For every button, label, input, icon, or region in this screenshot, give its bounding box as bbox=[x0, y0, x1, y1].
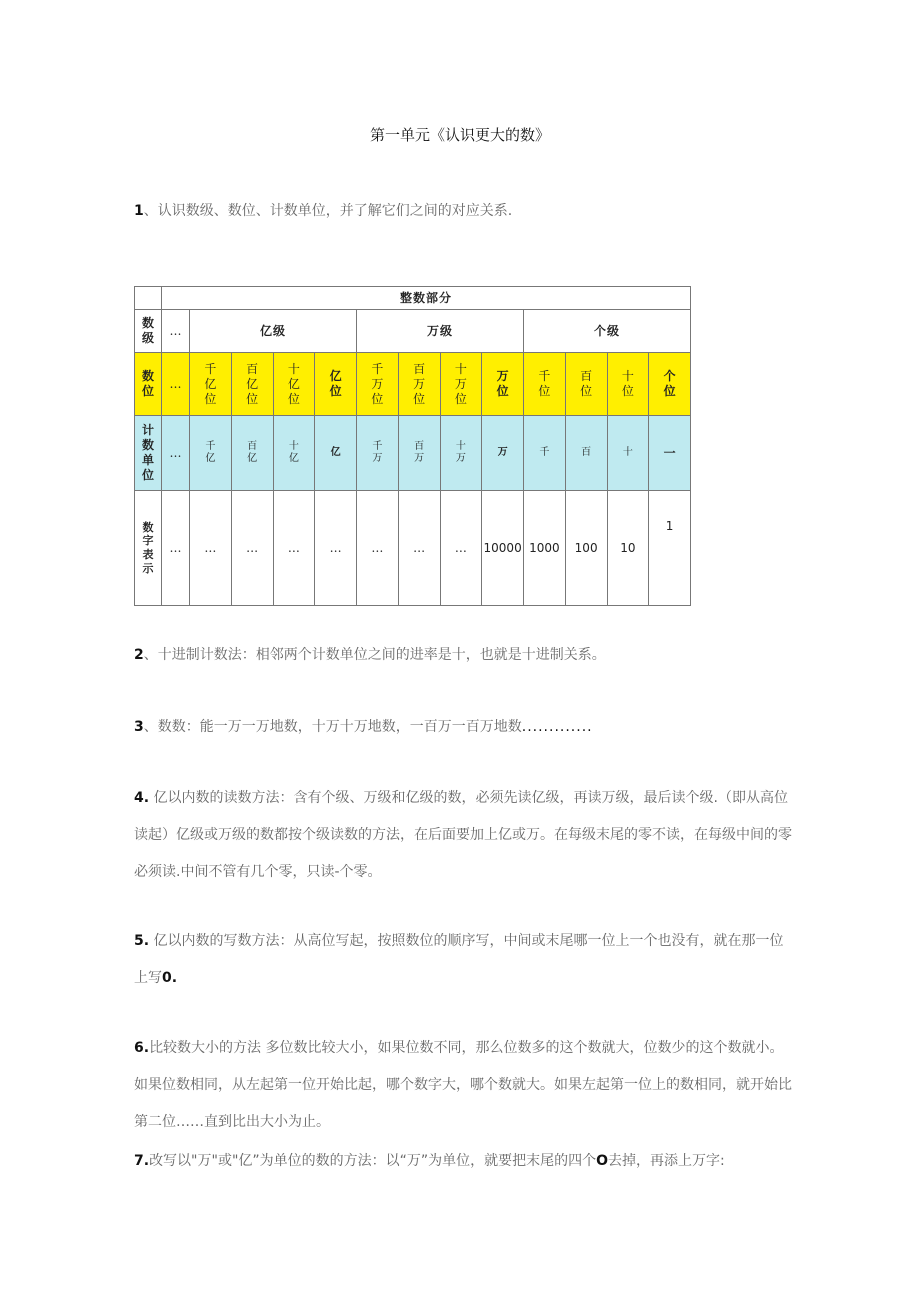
item-number: 7. bbox=[134, 1153, 150, 1169]
digit-cell: … bbox=[273, 491, 315, 606]
paragraph-1 bbox=[134, 193, 794, 230]
unit-cell: 百亿 bbox=[231, 416, 273, 491]
digit-cell: … bbox=[190, 491, 232, 606]
digit-cell: 10 bbox=[607, 491, 649, 606]
item-text: 亿以内数的写数方法：从高位写起，按照数位的顺序写，中间或末尾哪一位上一个也没有，就在那一位上写 bbox=[134, 933, 784, 986]
row-label-unit: 计数单位 bbox=[135, 416, 162, 491]
page-title: 第一单元《认识更大的数》 bbox=[369, 126, 550, 144]
item-text: 、认识数级、数位、计数单位，并了解它们之间的对应关系. bbox=[143, 203, 513, 219]
unit-cell: 千万 bbox=[357, 416, 399, 491]
item-number: 5. bbox=[134, 933, 150, 949]
unit-cell: 亿 bbox=[315, 416, 357, 491]
place-cell: 十亿位 bbox=[273, 353, 315, 416]
digit-cell: … bbox=[357, 491, 399, 606]
item-number: 2 bbox=[134, 647, 144, 663]
digit-cell: 10000 bbox=[482, 491, 524, 606]
unit-ellipsis: … bbox=[162, 416, 190, 491]
row-label-digit: 数字表示 bbox=[135, 491, 162, 606]
letter-o: O bbox=[596, 1153, 609, 1169]
place-cell: 个位 bbox=[649, 353, 691, 416]
digit-ellipsis: … bbox=[162, 491, 190, 606]
zero-digit: 0. bbox=[162, 970, 178, 986]
trailing-dots: ............. bbox=[521, 719, 593, 735]
item-number: 4. bbox=[134, 790, 150, 806]
header-integer-part: 整数部分 bbox=[162, 287, 691, 310]
place-cell: 千位 bbox=[524, 353, 566, 416]
corner-cell bbox=[135, 287, 162, 310]
item-text: 、十进制计数法：相邻两个计数单位之间的进率是十，也就是十进制关系。 bbox=[143, 647, 606, 663]
digit-cell: … bbox=[440, 491, 482, 606]
paragraph-2 bbox=[134, 637, 794, 674]
unit-cell: 百万 bbox=[398, 416, 440, 491]
place-cell: 千万位 bbox=[357, 353, 399, 416]
paragraph-7 bbox=[134, 1143, 794, 1180]
paragraph-5 bbox=[134, 923, 794, 997]
unit-cell: 百 bbox=[565, 416, 607, 491]
paragraph-3 bbox=[134, 709, 794, 746]
unit-cell: 千亿 bbox=[190, 416, 232, 491]
level-ellipsis: … bbox=[162, 310, 190, 353]
place-cell: 百万位 bbox=[398, 353, 440, 416]
digit-cell: … bbox=[315, 491, 357, 606]
digit-cell: 1 bbox=[649, 491, 691, 606]
digit-cell: 1000 bbox=[524, 491, 566, 606]
item-text-end: 去掉，再添上万字: bbox=[608, 1153, 725, 1169]
place-cell: 百亿位 bbox=[231, 353, 273, 416]
item-number: 6. bbox=[134, 1040, 150, 1056]
paragraph-4 bbox=[134, 780, 794, 891]
item-text: 亿以内数的读数方法：含有个级、万级和亿级的数，必须先读亿级，再读万级，最后读个级.（即从高位读起）亿级或万级的数都按个级读数的方法，在后面要加上亿或万。在每级末尾的零不读，在每级中间的零必须读.中间不管有几个零，只读-个零。 bbox=[134, 790, 792, 880]
item-text: 比较数大小的方法 多位数比较大小，如果位数不同，那么位数多的这个数就大，位数少的这个数就小。如果位数相同，从左起第一位开始比起，哪个数字大，哪个数就大。如果左起第一位上的数相同，就开始比第二位……直到比出大小为止。 bbox=[134, 1040, 792, 1130]
place-cell: 十位 bbox=[607, 353, 649, 416]
unit-cell: 万 bbox=[482, 416, 524, 491]
place-cell: 十万位 bbox=[440, 353, 482, 416]
place-cell: 千亿位 bbox=[190, 353, 232, 416]
digit-cell: … bbox=[398, 491, 440, 606]
digit-cell: 100 bbox=[565, 491, 607, 606]
item-text: 、数数：能一万一万地数，十万十万地数，一百万一百万地数 bbox=[143, 719, 522, 735]
place-value-table bbox=[134, 286, 691, 606]
place-ellipsis: … bbox=[162, 353, 190, 416]
place-cell: 百位 bbox=[565, 353, 607, 416]
unit-cell: 十万 bbox=[440, 416, 482, 491]
place-cell: 亿位 bbox=[315, 353, 357, 416]
unit-cell: 十 bbox=[607, 416, 649, 491]
item-number: 3 bbox=[134, 719, 144, 735]
level-wan: 万级 bbox=[357, 310, 524, 353]
row-label-level: 数级 bbox=[135, 310, 162, 353]
digit-cell: … bbox=[231, 491, 273, 606]
level-yi: 亿级 bbox=[190, 310, 357, 353]
unit-cell: 千 bbox=[524, 416, 566, 491]
row-label-place: 数位 bbox=[135, 353, 162, 416]
item-number: 1 bbox=[134, 203, 144, 219]
item-text: 改写以"万"或"亿”为单位的数的方法：以“万”为单位，就要把末尾的四个 bbox=[149, 1153, 597, 1169]
unit-cell: 十亿 bbox=[273, 416, 315, 491]
place-cell: 万位 bbox=[482, 353, 524, 416]
level-ge: 个级 bbox=[524, 310, 691, 353]
unit-cell: 一 bbox=[649, 416, 691, 491]
paragraph-6 bbox=[134, 1030, 794, 1141]
